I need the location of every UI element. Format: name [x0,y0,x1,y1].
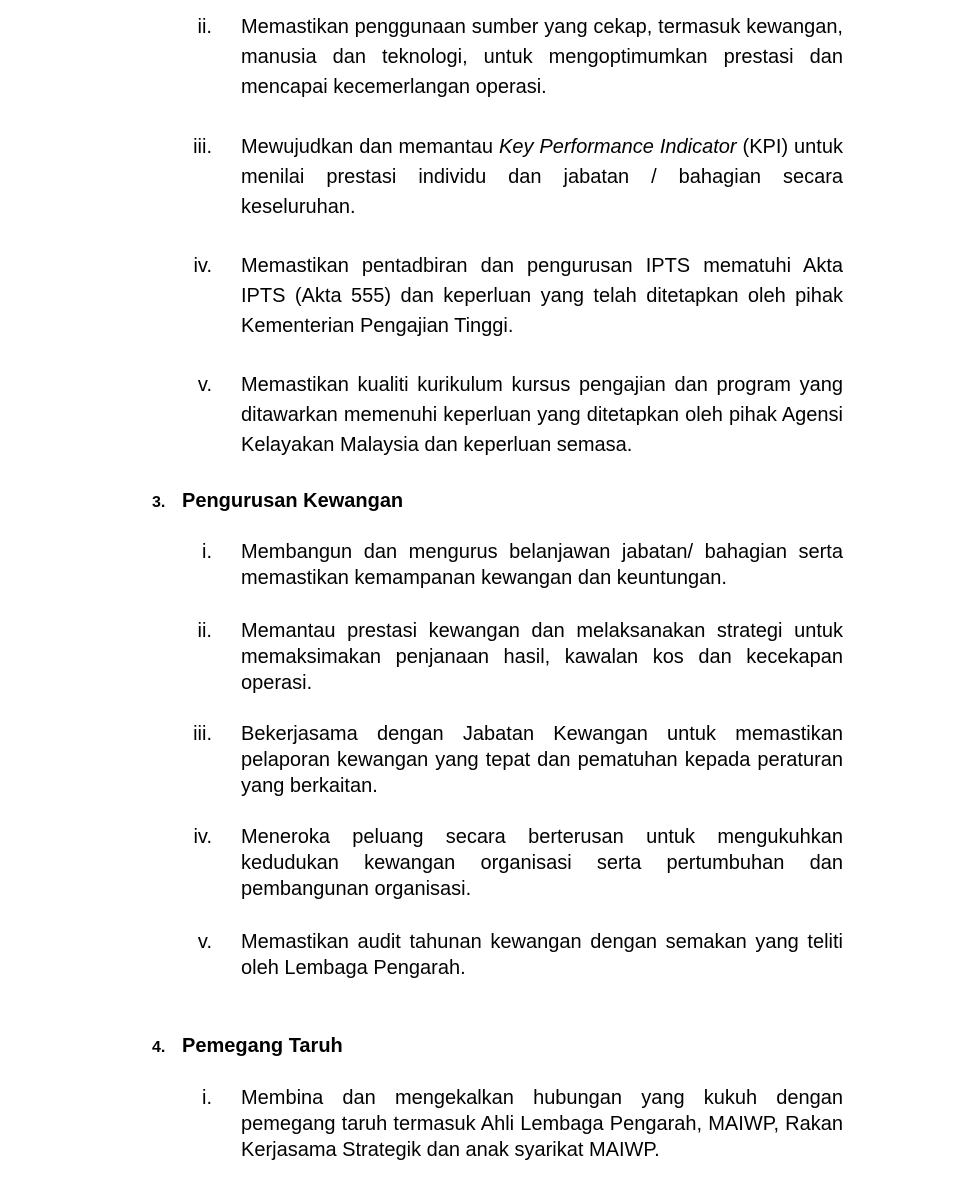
section-number: 3. [152,494,166,511]
item-text: Bekerjasama dengan Jabatan Kewangan untuk memastikan pelaporan kewangan yang tepat dan pematuhan kepada peraturan yang berkaitan. [241,723,843,797]
section-heading [152,488,403,516]
item-text: Memastikan pentadbiran dan pengurusan IPTS mematuhi Akta IPTS (Akta 555) dan keperluan yang telah ditetapkan oleh pihak Kementerian Pengajian Tinggi. [241,255,843,337]
item-number: ii. [197,16,212,38]
section-heading [152,1033,343,1061]
item-text-part: Mewujudkan dan memantau [241,136,500,158]
item-text: Membina dan mengekalkan hubungan yang kukuh dengan pemegang taruh termasuk Ahli Lembaga Pengarah, MAIWP, Rakan Kerjasama Strategik dan anak syarikat MAIWP. [241,1087,843,1161]
section-title: Pengurusan Kewangan [182,490,404,512]
item-text-part: (KPI) untuk menilai prestasi individu dan jabatan / bahagian secara keseluruhan. [241,136,843,218]
item-number: iv. [193,255,212,277]
item-text: Memastikan kualiti kurikulum kursus pengajian dan program yang ditawarkan memenuhi keperluan yang ditetapkan oleh pihak Agensi Kelayakan Malaysia dan keperluan semasa. [241,374,843,456]
item-text: Memantau prestasi kewangan dan melaksanakan strategi untuk memaksimakan penjanaan hasil, kawalan kos dan kecekapan operasi. [241,620,843,694]
item-number: v. [197,931,212,953]
item-number: ii. [197,620,212,642]
item-number: iv. [193,826,212,848]
item-text [241,132,843,222]
item-text: Memastikan penggunaan sumber yang cekap, termasuk kewangan, manusia dan teknologi, untuk mengoptimumkan prestasi dan mencapai kecemerlangan operasi. [241,16,843,98]
item-text-italic: Key Performance Indicator [499,136,737,158]
section-title: Pemegang Taruh [182,1035,343,1057]
item-number: i. [202,541,212,563]
item-text: Memastikan audit tahunan kewangan dengan semakan yang teliti oleh Lembaga Pengarah. [241,931,843,979]
item-number: v. [197,374,212,396]
item-number: i. [202,1087,212,1109]
item-number: iii. [193,136,212,158]
section-number: 4. [152,1039,166,1056]
item-text: Meneroka peluang secara berterusan untuk mengukuhkan kedudukan kewangan organisasi serta pertumbuhan dan pembangunan organisasi. [241,826,843,900]
item-number: iii. [193,723,212,745]
item-text: Membangun dan mengurus belanjawan jabatan/ bahagian serta memastikan kemampanan kewangan dan keuntungan. [241,541,843,589]
